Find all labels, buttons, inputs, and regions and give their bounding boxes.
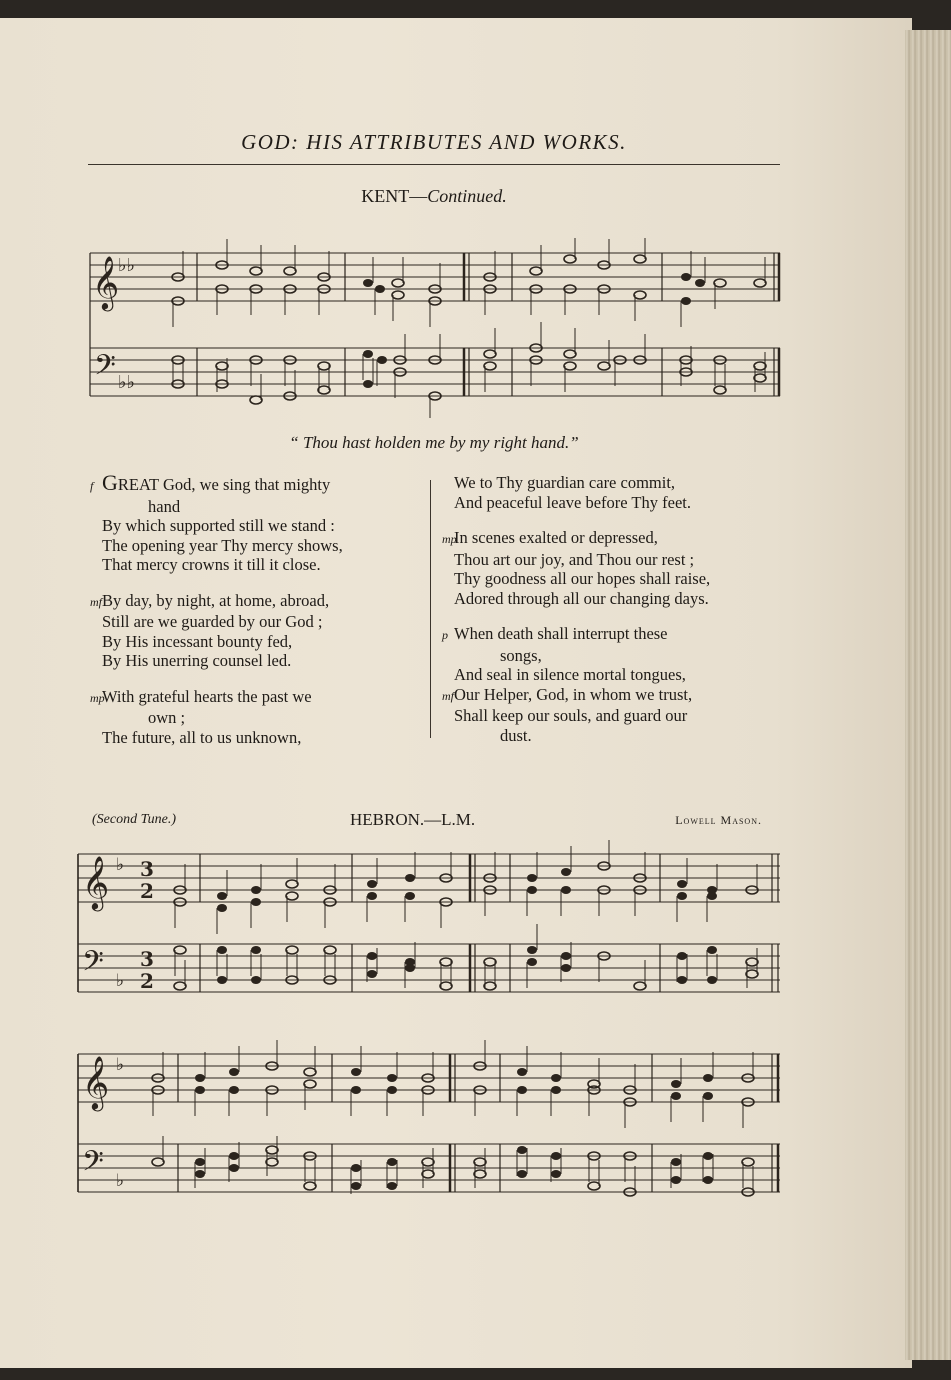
hebron-notes-2: [152, 1040, 754, 1196]
hymn-right-column: [442, 473, 782, 761]
verse-line: We to Thy guardian care commit,: [454, 473, 676, 492]
bass-clef-icon: 𝄢: [82, 945, 104, 985]
dynamic-mark: mf: [90, 594, 102, 609]
key-signature-bass: ♭♭: [118, 372, 135, 393]
key-signature-bass: ♭: [116, 1171, 125, 1191]
column-divider: [430, 480, 431, 738]
dynamic-mark: mp: [90, 690, 105, 705]
second-tune-label: (Second Tune.): [92, 812, 176, 827]
dynamic-mark: f: [90, 479, 94, 493]
stanza-1: [90, 470, 420, 575]
hebron-bass-staff-1: [78, 944, 780, 992]
verse-line: By His incessant bounty fed,: [102, 631, 293, 651]
kent-title-sep: —: [409, 186, 428, 206]
verse-line: Thy goodness all our hopes shall raise,: [454, 569, 711, 588]
treble-clef-icon: 𝄞: [82, 855, 110, 909]
verse-line: By His unerring counsel led.: [102, 651, 292, 670]
time-signature-bottom: 2: [140, 879, 154, 903]
kent-title-main: KENT: [361, 186, 410, 206]
bass-clef-icon: 𝄢: [94, 349, 116, 389]
verse-line: dust.: [500, 725, 532, 745]
key-signature-treble: ♭♭: [118, 255, 135, 276]
verse-line: And peaceful leave before Thy feet.: [454, 492, 691, 512]
verse-line: Thou art our joy, and Thou our rest ;: [454, 549, 695, 569]
hebron-score-1: [0, 836, 912, 1006]
dynamic-mark: mp: [442, 532, 457, 546]
verse-line: f GREAT God, we sing that mighty: [90, 470, 331, 495]
verse-line: own ;: [148, 708, 186, 727]
hebron-score-2: [0, 1036, 912, 1206]
key-signature-bass: ♭: [116, 971, 125, 991]
verse-line: songs,: [500, 645, 542, 665]
verse-line: mfOur Helper, God, in whom we trust,: [442, 685, 782, 707]
treble-clef-icon: 𝄞: [82, 1055, 110, 1109]
verse-line: Adored through all our changing days.: [454, 588, 709, 608]
composer-credit: Lowell Mason.: [675, 813, 762, 827]
verse-line: That mercy crowns it till it close.: [102, 555, 321, 574]
verse-line: Shall keep our souls, and guard our: [454, 706, 688, 725]
hebron-treble-staff-1: [78, 854, 780, 902]
stanza-2: [90, 591, 420, 671]
dynamic-mark: mf: [442, 688, 454, 703]
page-edge-stack: [905, 30, 951, 1360]
time-signature-top: 3: [140, 947, 154, 971]
verse-line: By which supported still we stand :: [102, 516, 335, 535]
book-page: [0, 18, 912, 1368]
drop-cap: G: [102, 470, 118, 495]
stanza-3-cont: [442, 473, 782, 512]
verse-line: The opening year Thy mercy shows,: [102, 535, 343, 555]
verse-line: p When death shall interrupt these: [442, 624, 782, 646]
hymn-epigraph: “ Thou hast holden me by my right hand.”: [289, 433, 579, 452]
treble-clef-icon: 𝄞: [92, 255, 120, 309]
verse-line: mfBy day, by night, at home, abroad,: [90, 591, 420, 613]
time-signature-bottom: 2: [140, 969, 154, 993]
verse-line: mpIn scenes exalted or depressed,: [442, 528, 782, 550]
kent-title: [88, 186, 780, 207]
kent-score: [0, 238, 912, 418]
dynamic-mark: p: [442, 628, 448, 642]
verse-line: And seal in silence mortal tongues,: [454, 665, 686, 684]
hebron-title: HEBRON.—L.M.: [350, 810, 476, 829]
kent-title-suffix: Continued.: [427, 186, 507, 206]
hebron-bass-staff-2: [78, 1144, 780, 1192]
stanza-4: [442, 528, 782, 608]
header-rule: [88, 164, 780, 165]
stanza-5: [442, 624, 782, 745]
verse-line: hand: [148, 496, 181, 516]
verse-line: Still are we guarded by our God ;: [102, 612, 323, 631]
verse-line: mpWith grateful hearts the past we: [90, 687, 420, 709]
stanza-3: [90, 687, 420, 748]
running-header: GOD: HIS ATTRIBUTES AND WORKS.: [241, 130, 627, 154]
key-signature-treble: ♭: [116, 1055, 125, 1075]
time-signature-top: 3: [140, 857, 154, 881]
bass-clef-icon: 𝄢: [82, 1145, 104, 1185]
hebron-heading: [92, 810, 762, 830]
hymn-left-column: [90, 470, 420, 763]
verse-line: The future, all to us unknown,: [102, 727, 302, 747]
key-signature-treble: ♭: [116, 855, 125, 875]
